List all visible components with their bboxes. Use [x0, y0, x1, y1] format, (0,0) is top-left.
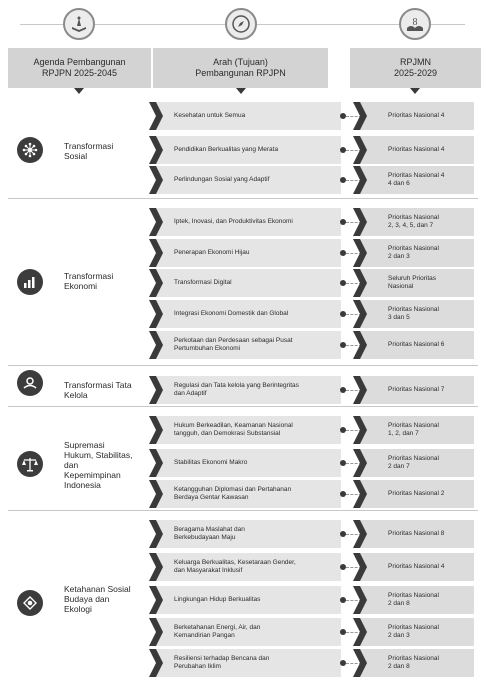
column-header-pointer	[236, 88, 246, 94]
agenda-label-text: Ketahanan Sosial Budaya dan Ekologi	[64, 584, 131, 614]
arah-item	[156, 649, 341, 677]
prioritas-item-label	[388, 300, 470, 328]
prioritas-item	[360, 520, 474, 548]
arah-item-label	[174, 300, 335, 328]
chevron-icon	[353, 553, 367, 581]
chevron-icon	[149, 166, 163, 194]
chevron-icon	[353, 376, 367, 404]
group-separator	[8, 406, 478, 407]
chevron-icon	[353, 449, 367, 477]
prioritas-item	[360, 331, 474, 359]
arah-item-label-text: Berketahanan Energi, Air, dan Kemandirian Pangan	[174, 624, 261, 639]
prioritas-item	[360, 300, 474, 328]
arah-item-label-text: Kesehatan untuk Semua	[174, 112, 246, 119]
prioritas-item-label-text: Prioritas Nasional 2	[388, 490, 445, 497]
prioritas-item	[360, 416, 474, 444]
arah-item-label-text: Hukum Berkeadilan, Keamanan Nasional tangguh, dan Demokrasi Substansial	[174, 422, 293, 437]
prioritas-item-label	[388, 520, 470, 548]
prioritas-item	[360, 166, 474, 194]
prioritas-item-label-text: Prioritas Nasional 4	[388, 112, 445, 119]
prioritas-item-label-text: Prioritas Nasional 7	[388, 386, 445, 393]
prioritas-item-label-text: Prioritas Nasional 2 dan 3	[388, 624, 439, 639]
prioritas-item-label-text: Seluruh Prioritas Nasional	[388, 275, 437, 290]
arah-item	[156, 208, 341, 236]
chevron-icon	[353, 269, 367, 297]
chevron-icon	[353, 331, 367, 359]
arah-item-label	[174, 269, 335, 297]
prioritas-item-label	[388, 102, 470, 130]
arah-item-label	[174, 136, 335, 164]
agenda-label-text: Transformasi Tata Kelola	[64, 380, 132, 400]
chevron-icon	[353, 480, 367, 508]
prioritas-item	[360, 618, 474, 646]
group-separator	[8, 365, 478, 366]
chevron-icon	[149, 416, 163, 444]
arah-item-label	[174, 520, 335, 548]
arah-item	[156, 586, 341, 614]
chevron-icon	[149, 208, 163, 236]
chevron-icon	[353, 208, 367, 236]
chevron-icon	[149, 520, 163, 548]
chevron-icon	[353, 300, 367, 328]
agenda-label	[64, 141, 154, 161]
arah-item	[156, 331, 341, 359]
arah-item-label	[174, 102, 335, 130]
chevron-icon	[149, 449, 163, 477]
arah-item-label-text: Transformasi Digital	[174, 279, 232, 286]
arah-item-label	[174, 208, 335, 236]
chevron-icon	[149, 618, 163, 646]
arah-item-label	[174, 586, 335, 614]
prioritas-item	[360, 376, 474, 404]
arah-item-label-text: Stabilitas Ekonomi Makro	[174, 459, 248, 466]
chevron-icon	[149, 300, 163, 328]
arah-item	[156, 553, 341, 581]
bar-chart-icon	[17, 269, 43, 295]
prioritas-item-label	[388, 480, 470, 508]
arah-item-label-text: Regulasi dan Tata kelola yang Berintegritas dan Adaptif	[174, 382, 299, 397]
column-header-3	[350, 48, 481, 88]
arah-item-label	[174, 416, 335, 444]
prioritas-item	[360, 102, 474, 130]
agenda-label-text: Transformasi Ekonomi	[64, 271, 114, 291]
arah-item-label	[174, 553, 335, 581]
prioritas-item-label	[388, 208, 470, 236]
prioritas-item-label	[388, 331, 470, 359]
chevron-icon	[149, 649, 163, 677]
arah-item	[156, 449, 341, 477]
arah-item-label-text: Integrasi Ekonomi Domestik dan Global	[174, 310, 289, 317]
prioritas-item	[360, 239, 474, 267]
arah-item	[156, 416, 341, 444]
arah-item	[156, 480, 341, 508]
prioritas-item-label-text: Prioritas Nasional 3 dan 5	[388, 306, 439, 321]
chevron-icon	[149, 553, 163, 581]
arah-item-label-text: Pendidikan Berkualitas yang Merata	[174, 146, 279, 153]
arah-item-label-text: Lingkungan Hidup Berkualitas	[174, 596, 261, 603]
arah-item-label	[174, 618, 335, 646]
chevron-icon	[353, 586, 367, 614]
chevron-icon	[353, 136, 367, 164]
column-header-2	[153, 48, 328, 88]
arah-item	[156, 166, 341, 194]
chevron-icon	[353, 166, 367, 194]
arah-item-label-text: Penerapan Ekonomi Hijau	[174, 249, 250, 256]
chevron-icon	[149, 102, 163, 130]
chevron-icon	[353, 520, 367, 548]
chevron-icon	[149, 269, 163, 297]
chevron-icon	[353, 416, 367, 444]
chevron-icon	[353, 239, 367, 267]
prioritas-item-label-text: Prioritas Nasional 4 4 dan 6	[388, 172, 445, 187]
compass-icon	[225, 8, 257, 40]
prioritas-item-label	[388, 449, 470, 477]
prioritas-item	[360, 586, 474, 614]
column-header-1	[8, 48, 151, 88]
arah-item-label-text: Beragama Maslahat dan Berkebudayaan Maju	[174, 526, 245, 541]
prioritas-item	[360, 269, 474, 297]
column-header-pointer	[74, 88, 84, 94]
chevron-icon	[149, 239, 163, 267]
prioritas-item-label	[388, 166, 470, 194]
agenda-label	[64, 584, 154, 614]
arah-item	[156, 102, 341, 130]
prioritas-item-label	[388, 618, 470, 646]
social-network-icon	[17, 137, 43, 163]
arah-item-label	[174, 649, 335, 677]
agenda-label	[64, 271, 154, 291]
chevron-icon	[149, 331, 163, 359]
chevron-icon	[149, 480, 163, 508]
prioritas-item-label-text: Prioritas Nasional 4	[388, 563, 445, 570]
prioritas-item-label-text: Prioritas Nasional 2 dan 3	[388, 245, 439, 260]
prioritas-item-label	[388, 416, 470, 444]
arah-item-label	[174, 449, 335, 477]
chevron-icon	[353, 649, 367, 677]
arah-item	[156, 269, 341, 297]
prioritas-item-label	[388, 136, 470, 164]
chevron-icon	[149, 136, 163, 164]
prioritas-item	[360, 449, 474, 477]
arah-item	[156, 136, 341, 164]
chevron-icon	[149, 586, 163, 614]
arah-item	[156, 300, 341, 328]
hands-eight-icon	[399, 8, 431, 40]
prioritas-item-label-text: Prioritas Nasional 2 dan 8	[388, 655, 439, 670]
prioritas-item-label-text: Prioritas Nasional 4	[388, 146, 445, 153]
scales-icon	[17, 451, 43, 477]
arah-item	[156, 618, 341, 646]
arah-item-label-text: Iptek, Inovasi, dan Produktivitas Ekonomi	[174, 218, 293, 225]
prioritas-item-label-text: Prioritas Nasional 8	[388, 530, 445, 537]
prioritas-item-label	[388, 239, 470, 267]
prioritas-item	[360, 553, 474, 581]
column-header-2-text: Arah (Tujuan) Pembangunan RPJPN	[195, 57, 286, 78]
culture-ecology-icon	[17, 590, 43, 616]
arah-item-label-text: Resiliensi terhadap Bencana dan Perubahan Iklim	[174, 655, 270, 670]
arah-item	[156, 376, 341, 404]
prioritas-item-label-text: Prioritas Nasional 2 dan 8	[388, 592, 439, 607]
prioritas-item-label	[388, 269, 470, 297]
column-header-pointer	[410, 88, 420, 94]
chevron-icon	[353, 618, 367, 646]
header-icon-number: 8	[412, 17, 418, 28]
arah-item-label	[174, 480, 335, 508]
agenda-label	[64, 440, 154, 490]
prioritas-item-label	[388, 553, 470, 581]
prioritas-item-label-text: Prioritas Nasional 6	[388, 341, 445, 348]
prioritas-item	[360, 649, 474, 677]
agenda-label-text: Supremasi Hukum, Stabilitas, dan Kepemimpinan Indonesia	[64, 440, 133, 490]
agenda-label	[64, 380, 154, 400]
prioritas-item	[360, 136, 474, 164]
arah-item-label	[174, 376, 335, 404]
prioritas-item	[360, 480, 474, 508]
prioritas-item-label	[388, 649, 470, 677]
prioritas-item-label	[388, 376, 470, 404]
chevron-icon	[149, 376, 163, 404]
column-header-3-text: RPJMN 2025-2029	[393, 57, 438, 78]
governance-icon	[17, 370, 43, 396]
arah-item-label-text: Perkotaan dan Perdesaan sebagai Pusat Pertumbuhan Ekonomi	[174, 337, 293, 352]
arah-item-label	[174, 239, 335, 267]
group-separator	[8, 198, 478, 199]
agenda-label-text: Transformasi Sosial	[64, 141, 114, 161]
arah-item-label-text: Keluarga Berkualitas, Kesetaraan Gender, dan Masyarakat Inklusif	[174, 559, 296, 574]
chevron-icon	[353, 102, 367, 130]
prioritas-item	[360, 208, 474, 236]
arah-item-label	[174, 331, 335, 359]
book-lamp-icon	[63, 8, 95, 40]
group-separator	[8, 510, 478, 511]
column-header-1-text: Agenda Pembangunan RPJPN 2025-2045	[33, 57, 126, 78]
prioritas-item-label	[388, 586, 470, 614]
arah-item-label-text: Ketangguhan Diplomasi dan Pertahanan Berdaya Gentar Kawasan	[174, 486, 292, 501]
prioritas-item-label-text: Prioritas Nasional 1, 2, dan 7	[388, 422, 439, 437]
arah-item	[156, 239, 341, 267]
arah-item-label	[174, 166, 335, 194]
arah-item-label-text: Perlindungan Sosial yang Adaptif	[174, 176, 270, 183]
prioritas-item-label-text: Prioritas Nasional 2 dan 7	[388, 455, 439, 470]
arah-item	[156, 520, 341, 548]
prioritas-item-label-text: Prioritas Nasional 2, 3, 4, 5, dan 7	[388, 214, 439, 229]
